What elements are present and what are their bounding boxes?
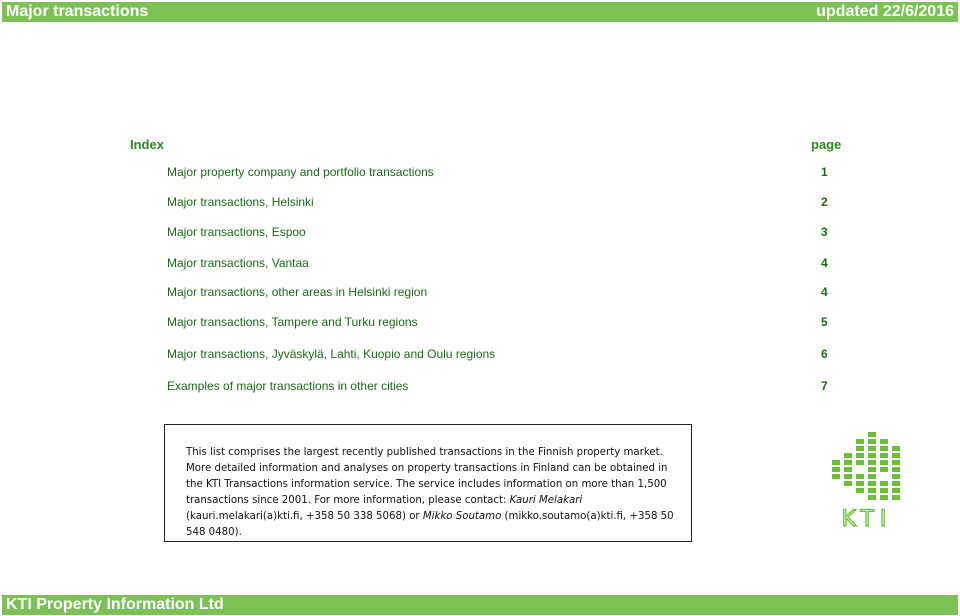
logo-square: [880, 481, 888, 486]
note-text-3: (mikko.soutamo(a)kti.fi, +358 50 548 0480).: [186, 511, 674, 538]
index-row-title: Major transactions, Tampere and Turku regions: [167, 315, 418, 329]
logo-square: [892, 460, 900, 465]
logo-square: [868, 474, 876, 479]
note-text-1: This list comprises the largest recently published transactions in the Finnish property market. More detailed information and analyses on property transactions in Finland can be obtained in the KTI Transactions information service. The service includes information on more than 1,500 transactions since 2001. For more information, please contact:: [186, 447, 668, 506]
logo-square: [892, 453, 900, 458]
header-bar: [2, 2, 958, 22]
index-row-page: 7: [821, 379, 828, 393]
logo-square: [892, 467, 900, 472]
index-row-page: 5: [821, 315, 828, 329]
logo-square: [868, 467, 876, 472]
logo-square: [868, 495, 876, 500]
contact-name-2: Mikko Soutamo: [422, 511, 502, 522]
index-row[interactable]: [167, 347, 832, 365]
note-text-2: (kauri.melakari(a)kti.fi, +358 50 338 5068) or: [186, 511, 423, 522]
logo-squares: [832, 432, 900, 500]
logo-square: [844, 474, 852, 479]
kti-logo-icon: [824, 430, 910, 530]
logo-square: [892, 474, 900, 479]
logo-square: [880, 439, 888, 444]
logo-square: [868, 432, 876, 437]
logo-square: [844, 460, 852, 465]
logo-square: [844, 453, 852, 458]
logo-square: [856, 439, 864, 444]
index-row-page: 4: [821, 256, 828, 270]
index-row[interactable]: [167, 285, 832, 303]
index-row-title: Major transactions, Jyväskylä, Lahti, Kuopio and Oulu regions: [167, 347, 496, 361]
logo-square: [868, 488, 876, 493]
logo-square: [880, 446, 888, 451]
logo-square: [868, 460, 876, 465]
index-row-title: Major transactions, Espoo: [167, 225, 306, 239]
logo-square: [844, 467, 852, 472]
index-row-page: 3: [821, 225, 828, 239]
logo-square: [856, 446, 864, 451]
logo-square: [868, 446, 876, 451]
logo-square: [892, 446, 900, 451]
logo-square: [892, 481, 900, 486]
logo-text: KTI: [841, 507, 893, 530]
index-row-page: 6: [821, 347, 828, 361]
logo-square: [868, 453, 876, 458]
logo-square: [880, 495, 888, 500]
info-note: [164, 424, 692, 542]
index-row[interactable]: [167, 379, 832, 397]
logo-square: [880, 467, 888, 472]
index-row[interactable]: [167, 315, 832, 333]
logo-square: [880, 453, 888, 458]
footer-company: KTI Property Information Ltd: [6, 596, 224, 613]
logo-square: [856, 474, 864, 479]
index-row-title: Major property company and portfolio transactions: [167, 165, 434, 179]
logo-square: [844, 481, 852, 486]
kti-logo: [824, 430, 910, 530]
index-row[interactable]: [167, 225, 832, 243]
logo-square: [868, 481, 876, 486]
page-title: Major transactions: [6, 3, 149, 20]
updated-date: updated 22/6/2016: [816, 3, 954, 20]
index-row-title: Major transactions, Vantaa: [167, 256, 309, 270]
logo-square: [880, 488, 888, 493]
logo-square: [856, 481, 864, 486]
page-column-heading: page: [811, 137, 842, 152]
logo-square: [832, 460, 840, 465]
index-row[interactable]: [167, 165, 832, 183]
index-row-page: 4: [821, 285, 828, 299]
index-row-title: Major transactions, other areas in Helsinki region: [167, 285, 428, 299]
logo-square: [832, 474, 840, 479]
index-row-page: 1: [821, 165, 828, 179]
logo-square: [868, 439, 876, 444]
logo-square: [892, 495, 900, 500]
logo-square: [856, 460, 864, 465]
index-row-title: Major transactions, Helsinki: [167, 195, 314, 209]
index-row[interactable]: [167, 256, 832, 274]
contact-name-1: Kauri Melakari: [509, 495, 583, 506]
index-row-title: Examples of major transactions in other cities: [167, 379, 409, 393]
index-heading: Index: [130, 137, 164, 152]
logo-square: [856, 488, 864, 493]
logo-square: [832, 467, 840, 472]
logo-square: [856, 453, 864, 458]
footer-bar: [2, 595, 958, 615]
logo-square: [880, 460, 888, 465]
index-row[interactable]: [167, 195, 832, 213]
index-row-page: 2: [821, 195, 828, 209]
logo-square: [892, 488, 900, 493]
